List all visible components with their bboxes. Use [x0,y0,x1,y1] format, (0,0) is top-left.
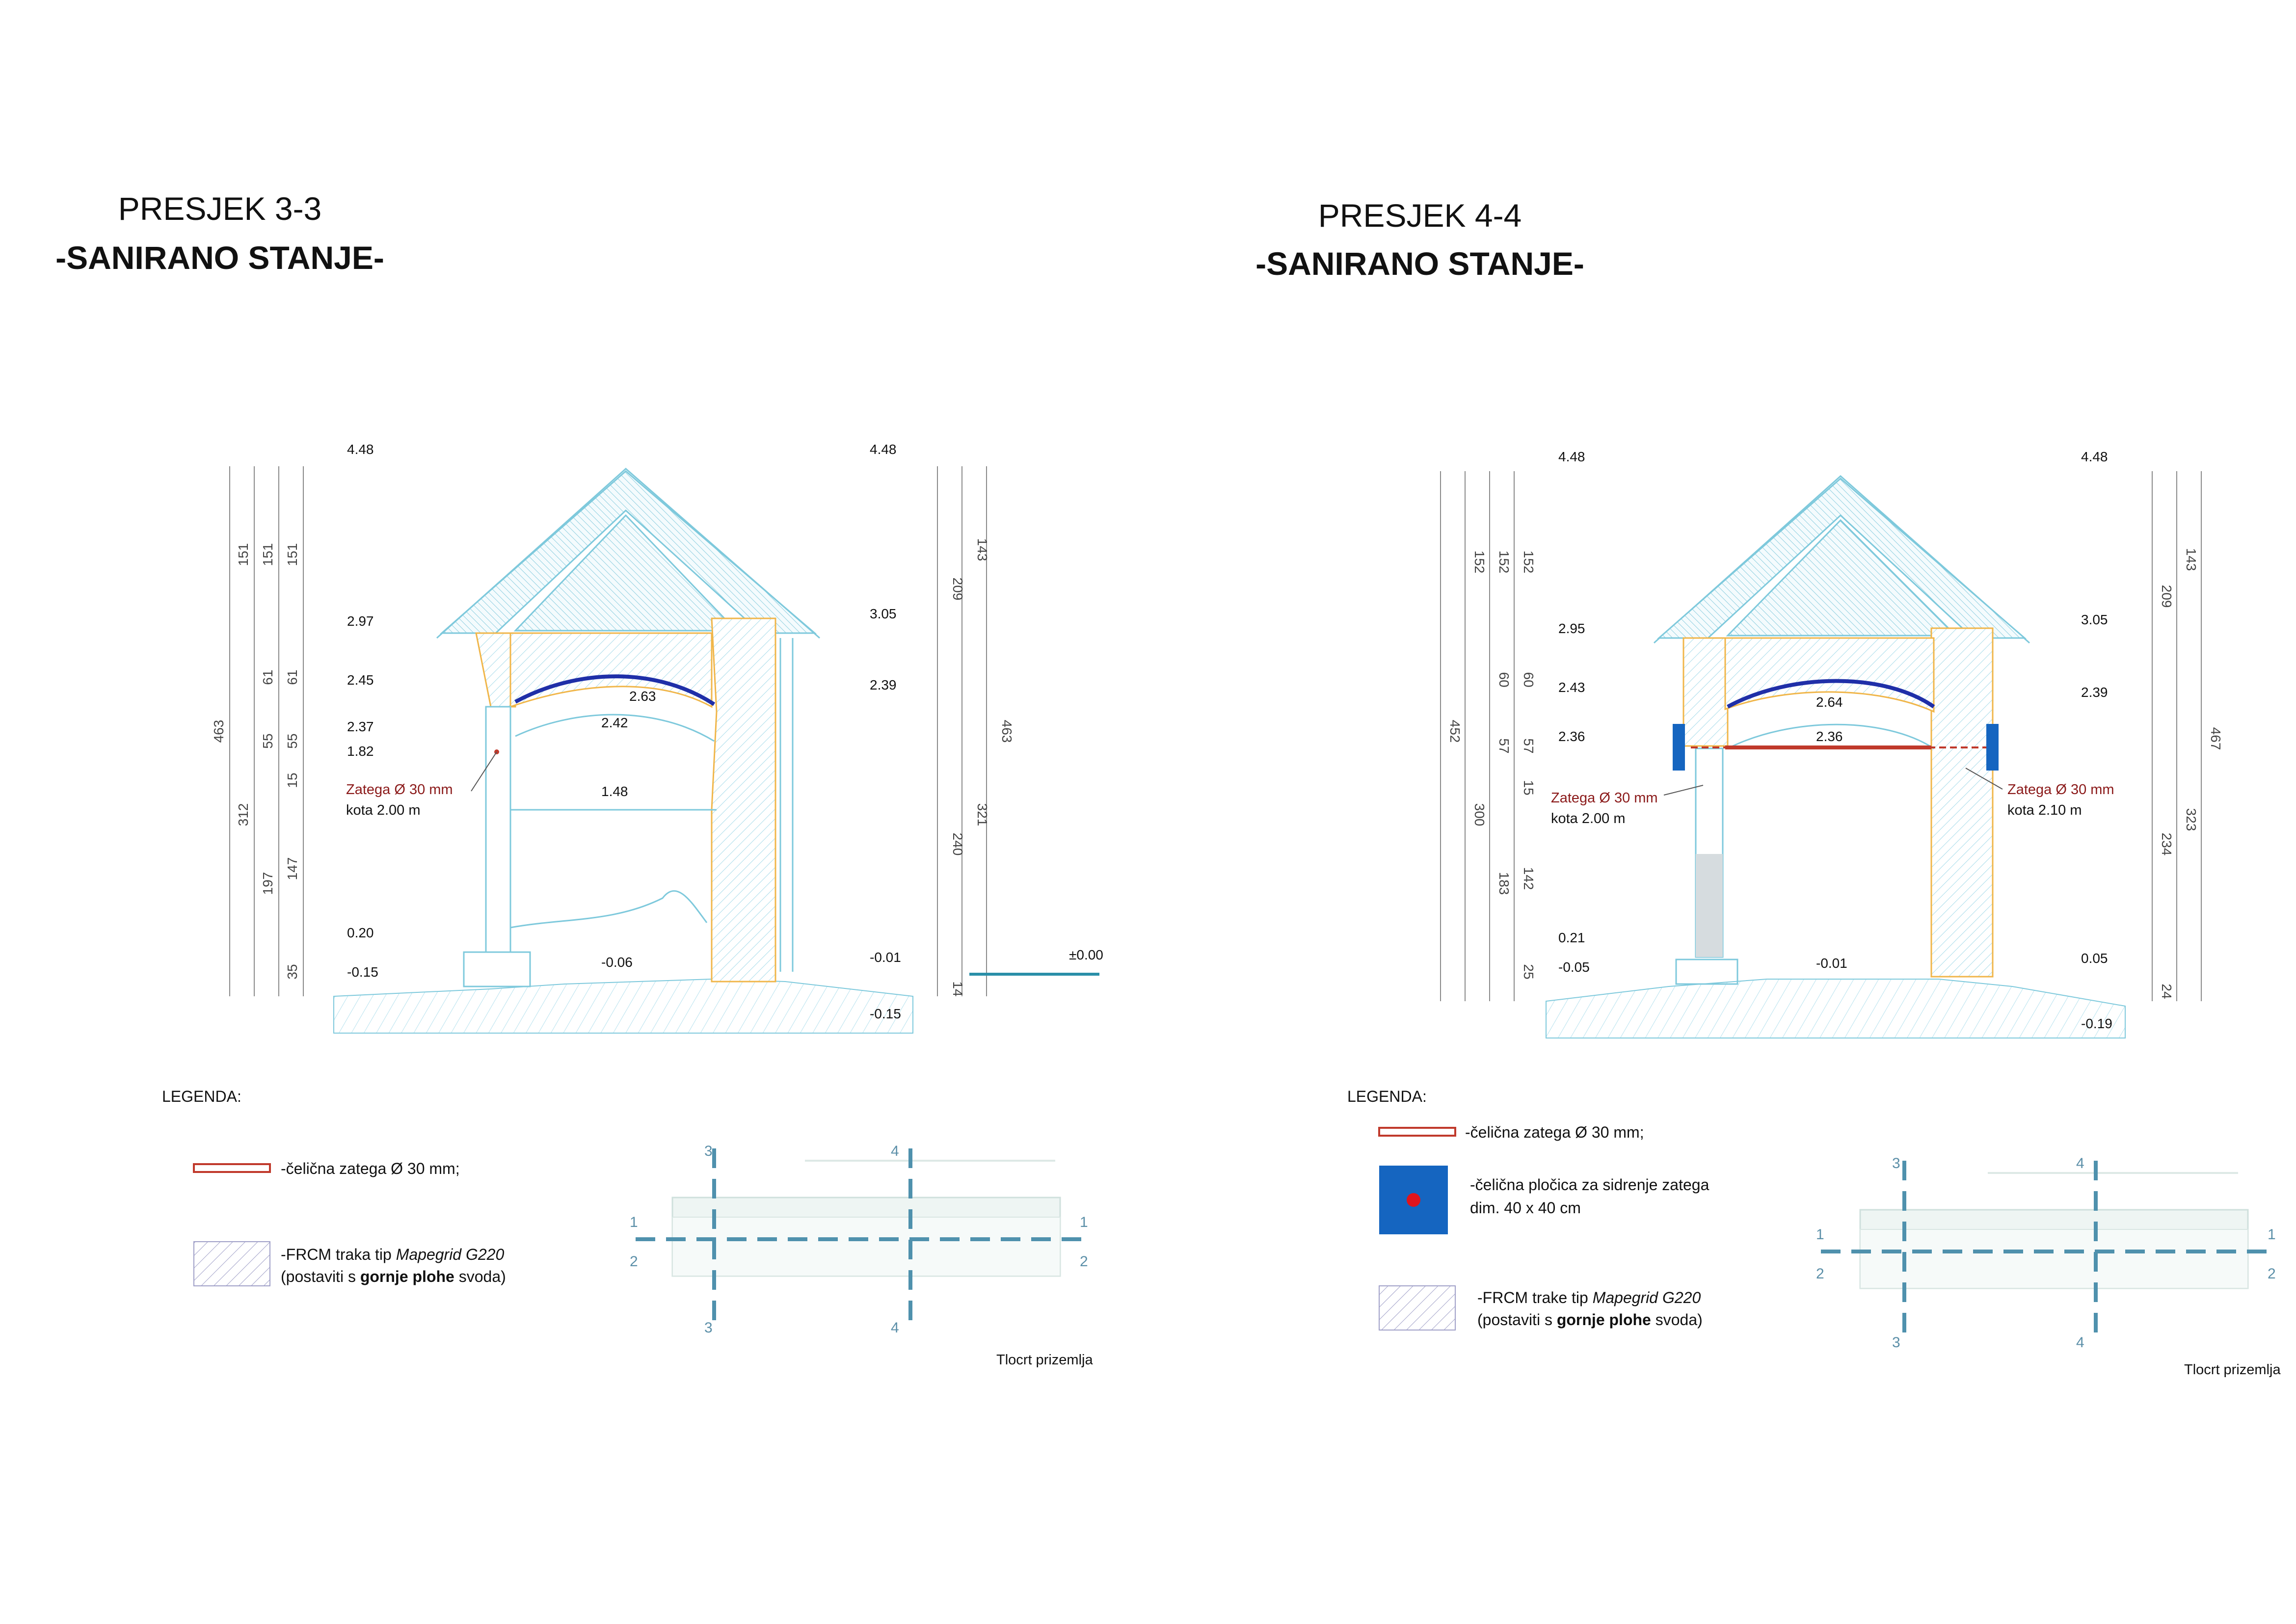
axis2-4-top: 4 [2076,1155,2084,1171]
right-wall-2 [1931,628,1993,977]
dim2-452: 452 [1447,719,1463,743]
dim-r-321: 321 [975,803,990,826]
section-4-4 [1255,197,2281,1378]
legend-plate-1: -čelična pločica za sidrenje zatega [1470,1176,1709,1194]
axis2-3-bottom: 3 [1892,1334,1900,1351]
axis2-1-left: 1 [1816,1226,1824,1243]
level-2-45: 2.45 [347,672,374,688]
legend-frcm-swatch-2 [1379,1286,1455,1330]
axis2-2-right: 2 [2268,1266,2276,1282]
dim2-r-234: 234 [2159,832,2174,856]
column-base [464,952,530,986]
level2-2-95: 2.95 [1558,621,1585,636]
plan-caption-2: Tlocrt prizemlja [2184,1362,2281,1378]
level-2-37: 2.37 [347,719,374,734]
axis-1-right: 1 [1080,1214,1088,1230]
dim2-r-209: 209 [2159,585,2174,608]
tie-leader [471,752,497,791]
downpipe [780,638,793,972]
legend-tie-swatch-2 [1379,1128,1455,1136]
dim-55: 55 [260,733,275,749]
level-0-20: 0.20 [347,925,374,940]
dim2-183: 183 [1496,872,1512,895]
legend-tie: -čelična zatega Ø 30 mm; [281,1160,460,1177]
dim2-152c: 152 [1521,550,1536,574]
level2-mid-minus-0-01: -0.01 [1816,956,1847,971]
dim-r-143: 143 [975,538,990,561]
left-wall-2 [1683,638,1728,746]
dim-151c: 151 [285,543,300,566]
axis-4-top: 4 [891,1143,899,1159]
level2-4-48: 4.48 [1558,449,1585,464]
level2-2-36: 2.36 [1558,729,1585,744]
legend-frcm-note-2: (postaviti s gornje plohe svoda) [1477,1311,1703,1329]
level2-0-21: 0.21 [1558,930,1585,945]
dim-312: 312 [236,803,251,826]
dim2-60b: 60 [1521,672,1536,688]
level-r-minus-0-01: -0.01 [870,950,901,965]
subtitle-section-3-3: -SANIRANO STANJE- [55,240,384,276]
column-left [486,707,510,952]
dim2-60: 60 [1496,672,1512,688]
axis-2-left: 2 [630,1253,638,1270]
level2-r-2-39: 2.39 [2081,685,2108,700]
level-r-minus-0-15: -0.15 [870,1006,901,1021]
dimension-chains-right [937,466,1015,997]
plan-caption: Tlocrt prizemlja [996,1352,1093,1368]
axis2-4-bottom: 4 [2076,1334,2084,1351]
dim2-r-323: 323 [2184,808,2199,831]
dim-463: 463 [211,719,226,743]
level-mid-1-48: 1.48 [601,784,628,799]
level2-2-43: 2.43 [1558,680,1585,695]
dim-35: 35 [285,964,300,980]
tie-level-left-2: kota 2.00 m [1551,811,1626,826]
vault-fill [510,633,712,707]
tie-level-label: kota 2.00 m [346,802,421,818]
dim2-57: 57 [1496,738,1512,754]
levels-mid-2 [1816,694,1847,971]
dim2-25: 25 [1521,964,1536,980]
anchor-plate-right [1986,724,1999,771]
tie-leader-left-2 [1664,785,1703,795]
dim2-57b: 57 [1521,738,1536,754]
dimension-chains-left-2 [1441,471,1536,1001]
dim-15: 15 [285,772,300,788]
legend-plate-anchor-dot [1407,1193,1420,1207]
ground-hatch [334,979,913,1033]
level-r-2-39: 2.39 [870,677,897,692]
axis-1-left: 1 [630,1214,638,1230]
level2-minus-0-05: -0.05 [1558,959,1590,975]
dim-151b: 151 [260,543,275,566]
legend-frcm-note: (postaviti s gornje plohe svoda) [281,1268,506,1285]
level-r-3-05: 3.05 [870,606,897,621]
axis2-2-left: 2 [1816,1266,1824,1282]
dim-147: 147 [285,857,300,880]
level-minus-0-15: -0.15 [347,964,378,980]
legend-frcm-2: -FRCM trake tip Mapegrid G220 [1477,1289,1701,1306]
level-4-48: 4.48 [347,442,374,457]
dimension-chains-left [211,466,303,996]
dim-151: 151 [236,543,251,566]
levels-left-2 [1558,449,1590,975]
legend-frcm: -FRCM traka tip Mapegrid G220 [281,1246,505,1263]
dim-r-463: 463 [999,719,1015,743]
dim2-r-467: 467 [2208,727,2223,750]
damage-line [510,891,707,928]
section-3-3 [55,190,1103,1368]
dim-55b: 55 [285,733,300,749]
level-pm-0-00: ±0.00 [1069,947,1103,962]
level2-r-minus-0-19: -0.19 [2081,1016,2112,1031]
dim2-r-24: 24 [2159,984,2174,999]
axis2-3-top: 3 [1892,1155,1900,1171]
level-2-97: 2.97 [347,613,374,629]
tie-label-right-2: Zatega Ø 30 mm [2007,782,2114,798]
dim2-142: 142 [1521,867,1536,890]
tie-label: Zatega Ø 30 mm [346,782,453,798]
axis-4-bottom: 4 [891,1320,899,1336]
ground-hatch-2 [1546,979,2125,1038]
levels-left [347,442,378,980]
column-damage-2 [1696,854,1723,957]
tie-label-left-2: Zatega Ø 30 mm [1551,790,1658,806]
legend-title: LEGENDA: [162,1088,241,1105]
dim2-152b: 152 [1496,550,1512,574]
dim2-152: 152 [1472,550,1487,574]
legend-frcm-swatch [194,1242,270,1286]
dim2-300: 300 [1472,803,1487,826]
level2-r-0-05: 0.05 [2081,951,2108,966]
axis-3-bottom: 3 [704,1320,713,1336]
level2-mid-2-64: 2.64 [1816,694,1843,710]
subtitle-section-4-4: -SANIRANO STANJE- [1255,245,1584,282]
level2-r-4-48: 4.48 [2081,449,2108,464]
legend-plate-2: dim. 40 x 40 cm [1470,1199,1581,1217]
levels-mid [601,689,656,970]
key-plan-2 [1816,1155,2277,1351]
axis-3-top: 3 [704,1143,713,1159]
key-plan [630,1143,1088,1336]
title-section-3-3: PRESJEK 3-3 [118,190,322,227]
legend-title-2: LEGENDA: [1347,1088,1427,1105]
axis2-1-right: 1 [2268,1226,2276,1243]
dim2-r-143: 143 [2184,548,2199,571]
level2-r-3-05: 3.05 [2081,612,2108,627]
axis-2-right: 2 [1080,1253,1088,1270]
level-mid-minus-0-06: -0.06 [601,955,633,970]
level2-mid-2-36: 2.36 [1816,729,1843,744]
anchor-plate-left [1673,724,1685,771]
dim-r-240: 240 [950,832,965,856]
legend-tie-swatch [194,1164,270,1172]
dim-197: 197 [260,872,275,895]
column-base-2 [1676,959,1737,984]
tie-level-right-2: kota 2.10 m [2007,802,2082,818]
legend-tie-2: -čelična zatega Ø 30 mm; [1465,1123,1644,1141]
level-1-82: 1.82 [347,744,374,759]
dim-r-14: 14 [950,981,965,997]
dim-r-209: 209 [950,577,965,601]
levels-right-2 [2081,449,2112,1031]
level-r-4-48: 4.48 [870,442,897,457]
dim-61b: 61 [285,669,300,685]
left-eave-wall [476,633,515,707]
dimension-chains-right-2 [2152,471,2223,1001]
level-mid-2-42: 2.42 [601,715,628,730]
dim-61: 61 [260,669,275,685]
right-wall [712,618,775,982]
level-mid-2-63: 2.63 [629,689,656,704]
dim2-15: 15 [1521,780,1536,796]
title-section-4-4: PRESJEK 4-4 [1318,197,1522,234]
